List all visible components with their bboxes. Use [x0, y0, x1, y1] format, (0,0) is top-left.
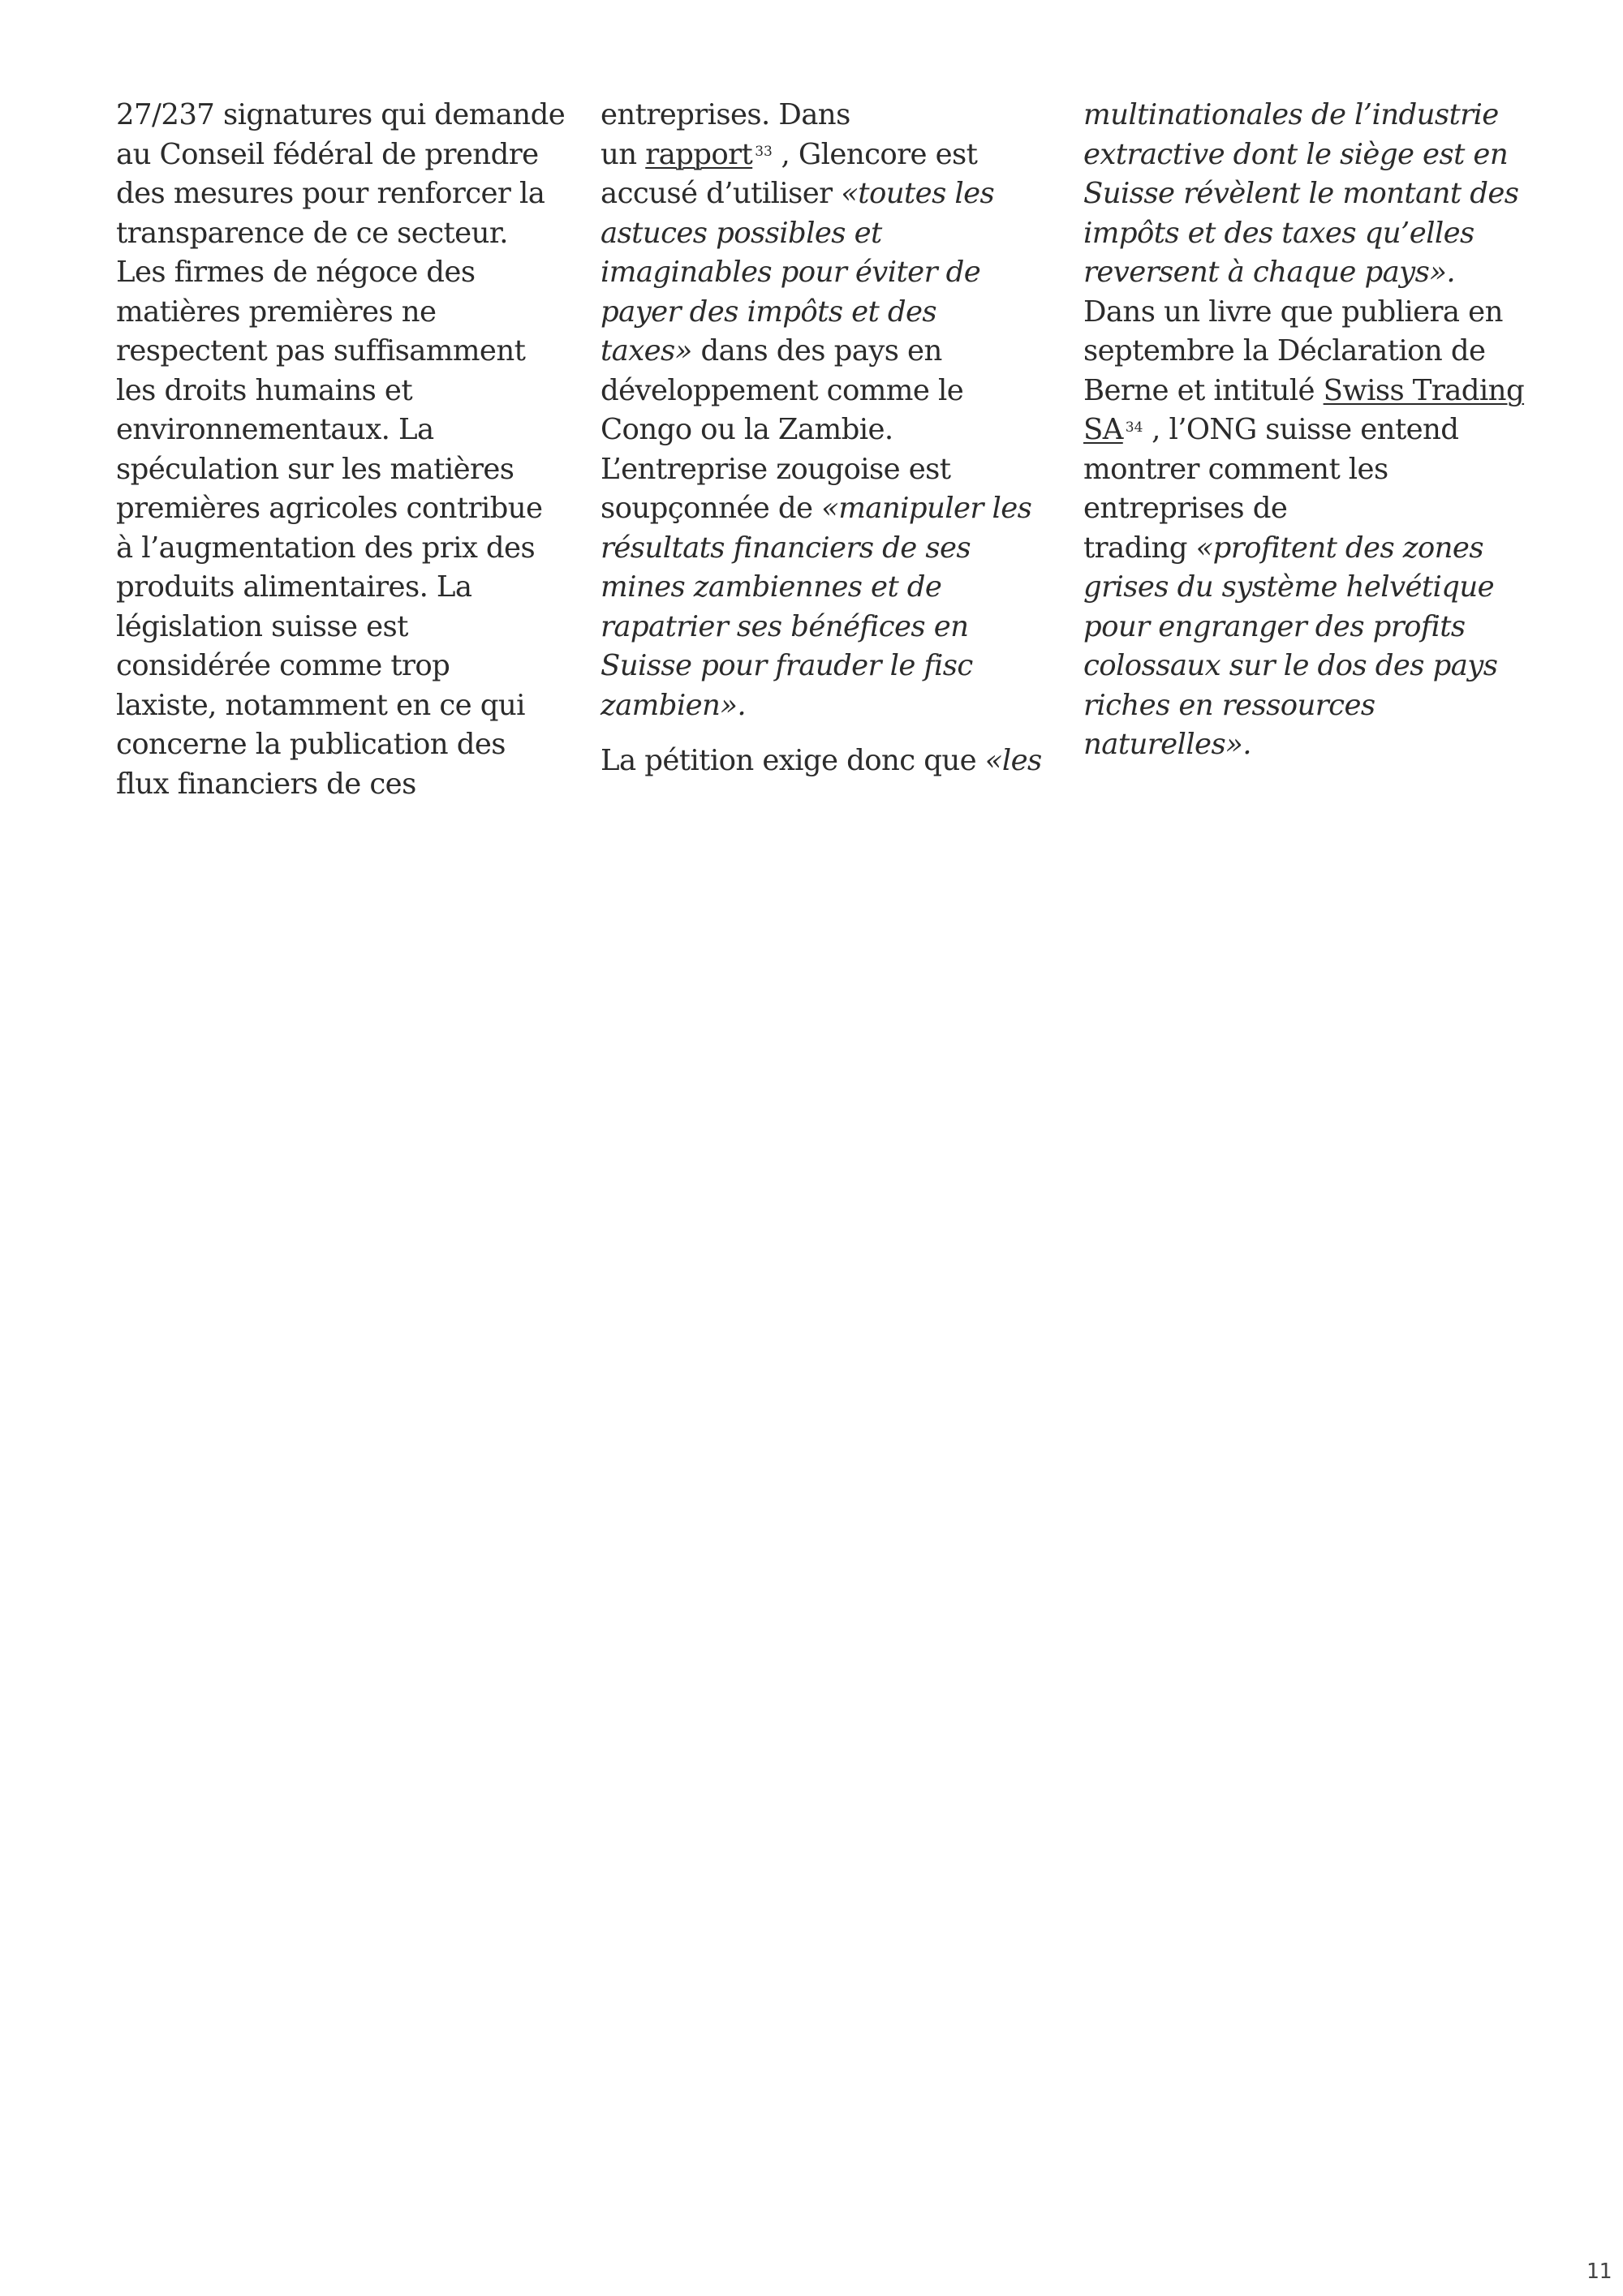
text-line: transparence de ce secteur. — [116, 216, 508, 250]
quote-run: «manipuler les — [821, 492, 1032, 525]
text-line — [1083, 568, 1538, 608]
text-line: 27/237 signatures qui demande — [116, 98, 566, 131]
text-line: entreprises de — [1083, 492, 1288, 525]
quote-run: naturelles». — [1083, 728, 1251, 761]
text-line — [1083, 135, 1538, 175]
text-line — [1083, 214, 1538, 254]
text-line: Les firmes de négoce des — [116, 256, 476, 289]
text-run: trading — [1083, 531, 1196, 565]
text-run: dans des pays en — [691, 334, 942, 368]
text-line: législation suisse est — [116, 609, 408, 643]
text-column-3 — [1083, 96, 1538, 765]
text-line — [1083, 608, 1538, 647]
text-line — [1083, 411, 1538, 450]
text-run: Berne et intitulé — [1083, 373, 1324, 407]
text-line: à l’augmentation des prix des — [116, 531, 536, 565]
text-line — [601, 253, 1055, 293]
quote-run: imaginables pour éviter de — [601, 256, 981, 289]
text-line — [601, 174, 1055, 214]
text-run: un — [601, 137, 646, 171]
footnote-ref-34[interactable]: 34 — [1125, 419, 1143, 436]
paragraph-gap — [601, 725, 1055, 742]
quote-run: résultats financiers de ses — [601, 531, 971, 565]
quote-run: riches en ressources — [1083, 688, 1375, 722]
text-line: matières premières ne — [116, 295, 437, 329]
text-run: La pétition exige donc que — [601, 744, 985, 777]
quote-run: rapatrier ses bénéfices en — [601, 609, 969, 643]
text-line — [601, 568, 1055, 608]
text-line: concerne la publication des — [116, 728, 506, 761]
swiss-trading-sa-link[interactable]: Swiss Trading — [1323, 373, 1525, 407]
text-line — [1083, 686, 1538, 726]
text-line — [601, 293, 1055, 333]
text-line: Congo ou la Zambie. — [601, 413, 893, 446]
footnote-ref-33[interactable]: 33 — [755, 144, 773, 161]
page-number: 11 — [1586, 2259, 1612, 2284]
quote-run: zambien». — [601, 688, 747, 722]
text-column-2 — [601, 96, 1055, 781]
quote-run: impôts et des taxes qu’elles — [1083, 216, 1474, 250]
text-line: développement comme le — [601, 373, 964, 407]
quote-run: extractive dont le siège est en — [1083, 137, 1509, 171]
text-line — [1083, 174, 1538, 214]
text-line: produits alimentaires. La — [116, 570, 472, 604]
text-line: septembre la Déclaration de — [1083, 334, 1486, 368]
text-line: entreprises. Dans — [601, 98, 850, 131]
text-line — [601, 686, 1055, 726]
text-line: respectent pas suffisamment — [116, 334, 526, 368]
quote-run: Suisse pour frauder le fisc — [601, 649, 973, 682]
quote-run: «les — [984, 744, 1042, 777]
quote-run: mines zambiennes et de — [601, 570, 942, 604]
rapport-link[interactable]: rapport — [645, 137, 753, 171]
text-line — [1083, 372, 1538, 411]
quote-run: pour engranger des profits — [1083, 609, 1466, 643]
text-line: spéculation sur les matières — [116, 452, 514, 486]
text-column-1 — [116, 96, 570, 804]
text-line — [1083, 96, 1538, 135]
quote-run: Suisse révèlent le montant des — [1083, 177, 1519, 210]
text-line: Dans un livre que publiera en — [1083, 295, 1503, 329]
text-line: considérée comme trop — [116, 649, 450, 682]
quote-run: payer des impôts et des — [601, 295, 937, 329]
text-line: L’entreprise zougoise est — [601, 452, 951, 486]
text-line: flux financiers de ces — [116, 767, 416, 801]
text-line — [601, 332, 1055, 372]
quote-run: reversent à chaque pays». — [1083, 256, 1456, 289]
text-line: au Conseil fédéral de prendre — [116, 137, 539, 171]
swiss-trading-sa-link[interactable]: SA — [1083, 413, 1123, 446]
quote-run: grises du système helvétique — [1083, 570, 1495, 604]
text-run: accusé d’utiliser — [601, 177, 842, 210]
quote-run: astuces possibles et — [601, 216, 882, 250]
quote-run: taxes» — [601, 334, 692, 368]
text-line — [601, 608, 1055, 647]
text-line — [601, 489, 1055, 529]
text-line — [601, 214, 1055, 254]
text-run: , l’ONG suisse entend — [1143, 413, 1459, 446]
quote-run: «profitent des zones — [1195, 531, 1483, 565]
text-line — [1083, 725, 1538, 765]
text-line: montrer comment les — [1083, 452, 1388, 486]
text-line: environnementaux. La — [116, 413, 434, 446]
quote-run: «toutes les — [841, 177, 995, 210]
text-line — [1083, 253, 1538, 293]
text-line — [601, 135, 1055, 175]
text-line — [601, 742, 1055, 781]
text-line — [601, 647, 1055, 686]
quote-run: colossaux sur le dos des pays — [1083, 649, 1498, 682]
text-line — [601, 529, 1055, 569]
text-run: , Glencore est — [772, 137, 978, 171]
text-line — [1083, 647, 1538, 686]
text-line: des mesures pour renforcer la — [116, 177, 545, 210]
text-line — [1083, 529, 1538, 569]
text-line: les droits humains et — [116, 373, 413, 407]
text-line: premières agricoles contribue — [116, 492, 543, 525]
text-run: soupçonnée de — [601, 492, 822, 525]
text-line: laxiste, notamment en ce qui — [116, 688, 525, 722]
quote-run: multinationales de l’industrie — [1083, 98, 1499, 131]
